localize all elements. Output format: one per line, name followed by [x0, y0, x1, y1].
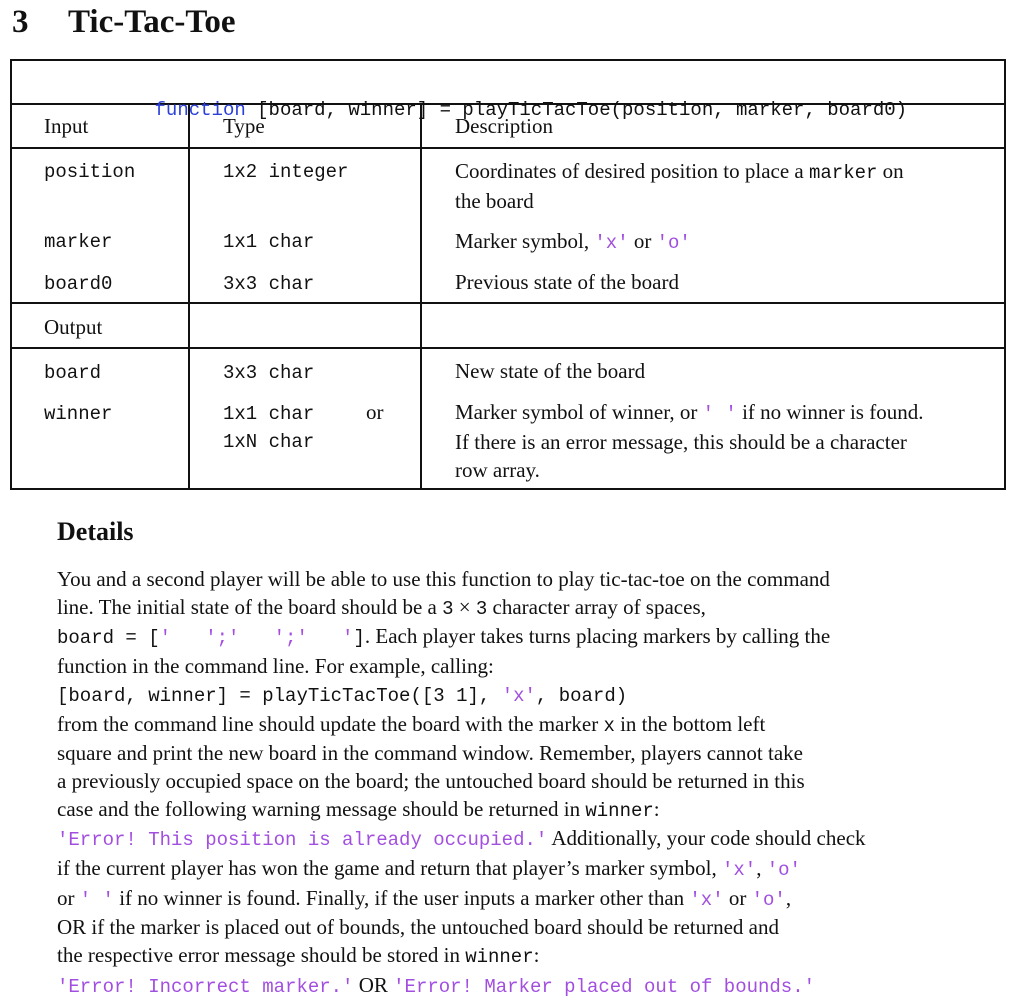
- paragraph-line: [57, 711, 937, 741]
- code: 'Error! Marker placed out of bounds.': [393, 975, 816, 998]
- table-column-rule: [420, 103, 422, 490]
- code: 3: [475, 597, 488, 620]
- text: ,: [785, 885, 792, 910]
- output-name: winner: [44, 403, 113, 425]
- desc-text: the board: [455, 189, 534, 213]
- paragraph-line: [57, 681, 937, 711]
- text: if no winner is found. Finally, if the user inputs a marker other than: [113, 885, 690, 910]
- section-number: 3: [12, 4, 29, 40]
- text: square and print the new board in the command window. Remember, players cannot take: [57, 741, 803, 766]
- code: , board): [535, 684, 628, 707]
- details-paragraph: [57, 566, 937, 1002]
- text: function in the command line. For example, calling:: [57, 654, 494, 679]
- header-description: Description: [455, 114, 553, 138]
- code: 'x': [689, 888, 724, 911]
- paragraph-line: [57, 740, 937, 768]
- desc-code: 'x': [594, 232, 629, 254]
- paragraph-line: [57, 768, 937, 796]
- details-heading: Details: [57, 517, 134, 546]
- output-type: 3x3 char: [223, 362, 315, 384]
- code: 3: [442, 597, 454, 620]
- code: 'Error! Incorrect marker.': [57, 975, 354, 998]
- input-name: position: [44, 161, 136, 183]
- text: Additionally, your code should check: [547, 826, 866, 851]
- paragraph-line: [57, 566, 937, 594]
- desc-code: ' ': [702, 403, 737, 425]
- function-spec-table: [10, 59, 1006, 490]
- text: the respective error message should be stored in: [57, 943, 466, 968]
- text: You and a second player will be able to use this function to play tic-tac-toe on the command: [57, 567, 830, 591]
- paragraph-line: [57, 942, 937, 972]
- text: in the bottom left: [614, 711, 766, 736]
- input-type: 1x2 integer: [223, 161, 349, 183]
- text: or: [723, 885, 752, 910]
- function-keyword: function: [154, 99, 246, 121]
- text: . Each player takes turns placing markers by calling the: [364, 624, 831, 649]
- text: ,: [756, 856, 767, 881]
- text: or: [57, 885, 80, 910]
- paragraph-line: [57, 885, 937, 915]
- text: case and the following warning message should be returned in: [57, 796, 586, 821]
- output-type-or: or: [366, 400, 384, 424]
- desc-text: row array.: [455, 458, 540, 482]
- function-signature-text: [board, winner] = playTicTacToe(position, marker, board0): [245, 99, 908, 121]
- text: if the current player has won the game and return that player’s marker symbol,: [57, 856, 722, 881]
- paragraph-line: [57, 972, 937, 1002]
- output-type: 1x1 char: [223, 403, 315, 425]
- desc-text: If there is an error message, this should be a character: [455, 430, 907, 454]
- desc-text: Marker symbol,: [455, 229, 595, 253]
- paragraph-line: [57, 594, 937, 624]
- input-name: board0: [44, 273, 113, 295]
- input-type: 1x1 char: [223, 231, 315, 253]
- desc-text: Marker symbol of winner, or: [455, 400, 703, 424]
- input-type: 3x3 char: [223, 273, 315, 295]
- desc-code: marker: [809, 162, 878, 184]
- section-title: Tic-Tac-Toe: [68, 4, 236, 40]
- text: a previously occupied space on the board; the untouched board should be returned in this: [57, 768, 805, 793]
- text: from the command line should update the board with the marker: [57, 711, 604, 736]
- output-name: board: [44, 362, 102, 384]
- code: 'x': [721, 859, 757, 882]
- paragraph-line: [57, 855, 937, 885]
- desc-code: 'o': [656, 232, 691, 254]
- code: ]: [353, 627, 365, 650]
- text: OR if the marker is placed out of bounds, the untouched board should be returned and: [57, 915, 779, 940]
- text: ×: [453, 594, 476, 619]
- paragraph-line: [57, 914, 937, 942]
- text: OR: [353, 972, 394, 997]
- header-type: Type: [223, 114, 265, 138]
- input-description: Previous state of the board: [455, 270, 679, 294]
- output-description: [455, 398, 1000, 484]
- paragraph-line: [57, 796, 937, 826]
- code: [board, winner] = playTicTacToe([3 1],: [57, 684, 502, 707]
- paragraph-line: [57, 825, 937, 855]
- code: winner: [465, 946, 534, 969]
- paragraph-line: [57, 623, 937, 653]
- desc-text: on: [877, 159, 904, 183]
- text: :: [653, 796, 660, 821]
- input-description: [455, 157, 995, 215]
- header-output: Output: [44, 315, 103, 339]
- code: ' ': [79, 888, 114, 911]
- code: winner: [585, 799, 654, 822]
- paragraph-line: [57, 653, 937, 681]
- code: 'x': [501, 684, 536, 707]
- output-description: New state of the board: [455, 359, 646, 383]
- desc-text: if no winner is found.: [736, 400, 924, 424]
- text: :: [533, 943, 540, 968]
- section-heading: [12, 4, 235, 41]
- input-name: marker: [44, 231, 113, 253]
- text: character array of spaces,: [487, 594, 706, 619]
- output-type: 1xN char: [223, 431, 315, 453]
- code: ' ';' ';' ': [159, 627, 354, 650]
- code: board = [: [57, 627, 160, 650]
- table-border: [10, 59, 1006, 61]
- code: x: [603, 714, 615, 737]
- desc-text: Coordinates of desired position to place a: [455, 159, 809, 183]
- table-border: [10, 488, 1006, 490]
- code: 'o': [751, 888, 786, 911]
- text: line. The initial state of the board should be a: [57, 594, 443, 619]
- header-input: Input: [44, 114, 89, 138]
- code: 'Error! This position is already occupied.': [57, 829, 548, 852]
- table-column-rule: [188, 103, 190, 490]
- table-rule: [10, 302, 1006, 304]
- input-description: [455, 227, 691, 257]
- table-rule: [10, 347, 1006, 349]
- code: 'o': [766, 859, 801, 882]
- desc-text: or: [628, 229, 657, 253]
